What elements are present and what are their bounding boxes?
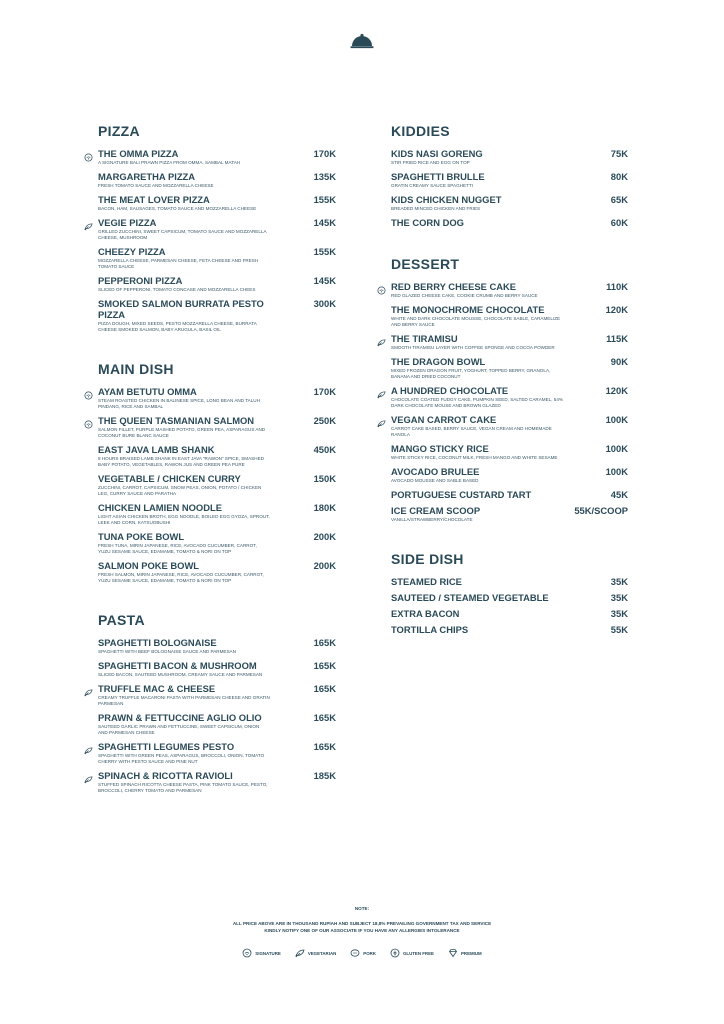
menu-item-name: STEAMED RICE bbox=[391, 576, 462, 587]
legend-item bbox=[295, 948, 336, 959]
menu-section-dessert bbox=[391, 255, 628, 523]
menu-item-price: 60K bbox=[610, 217, 628, 228]
menu-item-row bbox=[391, 304, 628, 315]
menu-section-pasta bbox=[98, 611, 336, 794]
menu-item bbox=[98, 246, 336, 270]
menu-item-row bbox=[98, 531, 336, 542]
section-title: PASTA bbox=[98, 612, 145, 628]
menu-item bbox=[98, 560, 336, 584]
menu-item bbox=[98, 770, 336, 794]
menu-item-price: 120K bbox=[605, 304, 628, 315]
note-allergy-line: KINDLY NOTIFY ONE OF OUR ASSOCIATE IF YOU HAVE ANY ALLERGIES INTOLERANCE bbox=[264, 928, 460, 933]
menu-section-main-dish bbox=[98, 360, 336, 584]
menu-item-price: 165K bbox=[313, 637, 336, 648]
menu-item-price: 55K bbox=[610, 624, 628, 635]
menu-item-price: 200K bbox=[313, 531, 336, 542]
menu-item bbox=[391, 333, 628, 351]
menu-item-description: RED GLAZED CHEESE CAKE, COOKIE CRUMB AND BERRY SAUCE bbox=[391, 293, 538, 298]
menu-item-description: ZUCCHINI, CARROT, CAPSICUM, SNOW PEAS, ONION, POTATO / CHICKEN LEG, CURRY SAUCE AND PARATHA bbox=[98, 485, 262, 496]
menu-item-row bbox=[98, 560, 336, 571]
vegetarian-icon bbox=[84, 684, 93, 693]
menu-item-name: SAUTEED / STEAMED VEGETABLE bbox=[391, 592, 549, 603]
legend-item bbox=[390, 948, 434, 959]
menu-item-description: SLICED BACON, SAUTEED MUSHROOM, CREAMY SAUCE AND PARMESAN bbox=[98, 672, 263, 677]
menu-item-price: 135K bbox=[313, 171, 336, 182]
menu-item bbox=[98, 444, 336, 468]
menu-item-description: STUFFED SPINACH RICOTTA CHEESE PASTA, PINK TOMATO SAUCE, PESTO, BROCCOLI, CHERRY TOMATO AND PARMESAN bbox=[98, 782, 268, 793]
menu-item bbox=[98, 217, 336, 241]
menu-item bbox=[98, 741, 336, 765]
menu-item-description: MIXED FROZEN DRAGON FRUIT, YOGHURT, TOPPED BERRY, GRANOLA, BANANA AND DRIED COCONUT bbox=[391, 368, 551, 379]
menu-item-row bbox=[98, 502, 336, 513]
menu-item-name: SALMON POKE BOWL bbox=[98, 560, 200, 571]
section-title: DESSERT bbox=[391, 256, 460, 272]
menu-item-row bbox=[391, 281, 628, 292]
menu-item-price: 80K bbox=[610, 171, 628, 182]
menu-item-row bbox=[98, 741, 336, 752]
menu-item-description: MOZZARELLA CHEESE, PARMESAN CHEESE, FETA CHEESE AND FRESH TOMATO SAUCE bbox=[98, 258, 259, 269]
menu-item-row bbox=[391, 576, 628, 587]
menu-item-description: SAUTEED GARLIC PRAWN AND FETTUCCINE, SWEET CAPSICUM, ONION AND PARMESAN CHEESE bbox=[98, 724, 260, 735]
menu-item-name: SPAGHETTI LEGUMES PESTO bbox=[98, 741, 235, 752]
menu-item-row bbox=[98, 386, 336, 397]
signature-icon bbox=[377, 282, 386, 291]
menu-item-name: SPAGHETTI BRULLE bbox=[391, 171, 485, 182]
menu-item bbox=[391, 356, 628, 380]
vegetarian-icon bbox=[377, 386, 386, 395]
menu-item-price: 100K bbox=[605, 443, 628, 454]
menu-item bbox=[391, 443, 628, 461]
menu-item-name: CHEEZY PIZZA bbox=[98, 246, 166, 257]
menu-item bbox=[98, 298, 336, 333]
menu-item-row bbox=[391, 505, 628, 516]
menu-item bbox=[98, 660, 336, 678]
menu-item-row bbox=[391, 466, 628, 477]
menu-item-name: VEGAN CARROT CAKE bbox=[391, 414, 497, 425]
pork-icon bbox=[350, 948, 360, 959]
menu-item-name: AYAM BETUTU OMMA bbox=[98, 386, 197, 397]
menu-item-price: 65K bbox=[610, 194, 628, 205]
menu-item-name: SMOKED SALMON BURRATA PESTO PIZZA bbox=[98, 298, 264, 320]
menu-item-description: 8 HOURS BRAISED LAMB SHANK IN EAST JAVA "RAWON" SPICE, SMASHED BABY POTATO, VEGETABLES, RAWON JUS AND GREEN PEA PURE bbox=[98, 456, 264, 467]
section-title: SIDE DISH bbox=[391, 551, 464, 567]
menu-item bbox=[98, 712, 336, 736]
menu-item-row bbox=[98, 683, 336, 694]
menu-item-name: SPAGHETTI BACON & MUSHROOM bbox=[98, 660, 257, 671]
section-gap bbox=[98, 589, 336, 611]
menu-item-row bbox=[98, 217, 336, 228]
legend-label: GLUTEN FREE bbox=[402, 951, 434, 956]
menu-section-side-dish bbox=[391, 550, 628, 635]
menu-item-name: MANGO STICKY RICE bbox=[391, 443, 489, 454]
menu-item-description: FRESH TUNA, MIRIN JAPANESE, RICE, AVOCADO CUCUMBER, CARROT, YUZU SESAME SAUCE, EDAMAME, TOMATO & NORI ON TOP bbox=[98, 543, 257, 554]
legend-label: VEGETARIAN bbox=[307, 951, 337, 956]
menu-item-row bbox=[98, 298, 336, 320]
menu-item-price: 35K bbox=[610, 608, 628, 619]
menu-section-kiddies bbox=[391, 122, 628, 228]
menu-item bbox=[391, 194, 628, 212]
menu-item-name: TUNA POKE BOWL bbox=[98, 531, 185, 542]
menu-item bbox=[98, 531, 336, 555]
section-gap bbox=[391, 233, 628, 255]
menu-item-price: 165K bbox=[313, 712, 336, 723]
menu-item-description: WHITE STICKY RICE, COCONUT MILK, FRESH MANGO AND WHITE SESAME bbox=[391, 455, 558, 460]
signature-icon bbox=[84, 387, 93, 396]
menu-item bbox=[98, 386, 336, 410]
menu-item-description: BREADED MINCED CHICKEN AND FRIES bbox=[391, 206, 481, 211]
menu-item-name: SPAGHETTI BOLOGNAISE bbox=[98, 637, 217, 648]
menu-item-name: EXTRA BACON bbox=[391, 608, 460, 619]
menu-item-price: 100K bbox=[605, 466, 628, 477]
menu-item-description: CARROT CAKE BASED, BERRY SAUCE, VEGAN CREAM AND HOMEMADE RANOLA bbox=[391, 426, 552, 437]
menu-item-row bbox=[391, 414, 628, 425]
menu-item-description: GRILLED ZUCCHINI, SWEET CAPSICUM, TOMATO SAUCE AND MOZZARELLA CHEESE, MUSHROOM bbox=[98, 229, 267, 240]
menu-item bbox=[391, 148, 628, 166]
menu-item-price: 200K bbox=[313, 560, 336, 571]
menu-item-name: THE OMMA PIZZA bbox=[98, 148, 179, 159]
menu-item-price: 300K bbox=[313, 298, 336, 309]
vegetarian-icon bbox=[84, 742, 93, 751]
vegetarian-icon bbox=[295, 948, 305, 959]
menu-item-row bbox=[391, 608, 628, 619]
menu-section-pizza bbox=[98, 122, 336, 333]
menu-item bbox=[98, 194, 336, 212]
menu-item-row bbox=[98, 148, 336, 159]
menu-item bbox=[391, 414, 628, 438]
menu-item-name: PORTUGUESE CUSTARD TART bbox=[391, 489, 532, 500]
menu-item-description: FRESH SALMON, MIRIN JAPANESE, RICE, AVOCADO CUCUMBER, CARROT, YUZU SESAME SAUCE, EDAMAME, TOMATO & NORI ON TOP bbox=[98, 572, 264, 583]
cloche-icon bbox=[350, 33, 374, 49]
menu-item bbox=[391, 592, 628, 603]
menu-item-name: THE QUEEN TASMANIAN SALMON bbox=[98, 415, 255, 426]
menu-item-price: 150K bbox=[313, 473, 336, 484]
menu-item-row bbox=[391, 171, 628, 182]
menu-item-name: SPINACH & RICOTTA RAVIOLI bbox=[98, 770, 233, 781]
menu-item-price: 110K bbox=[606, 281, 628, 292]
menu-item-price: 115K bbox=[606, 333, 628, 344]
menu-item bbox=[391, 466, 628, 484]
menu-item-name: THE DRAGON BOWL bbox=[391, 356, 486, 367]
gluten-free-icon bbox=[390, 948, 400, 959]
legend-label: SIGNATURE bbox=[255, 951, 281, 956]
menu-item bbox=[391, 624, 628, 635]
menu-item-description: STEAM ROASTED CHICKEN IN BALINESE SPICE, LONG BEAN AND TALUH PINDANG, RICE AND SAMBAL bbox=[98, 398, 260, 409]
premium-icon bbox=[448, 948, 458, 959]
menu-item-row bbox=[391, 356, 628, 367]
section-gap bbox=[98, 338, 336, 360]
menu-item-name: VEGETABLE / CHICKEN CURRY bbox=[98, 473, 241, 484]
menu-item-price: 155K bbox=[313, 246, 336, 257]
menu-item-price: 250K bbox=[313, 415, 336, 426]
menu-item-description: SLICED OF PEPPERONI, TOMATO CONCASE AND MOZZARELLA CHEES bbox=[98, 287, 256, 292]
menu-item-row bbox=[98, 770, 336, 781]
menu-item-row bbox=[98, 660, 336, 671]
vegetarian-icon bbox=[84, 771, 93, 780]
menu-item-price: 145K bbox=[313, 217, 336, 228]
menu-item-price: 145K bbox=[313, 275, 336, 286]
menu-item-row bbox=[98, 415, 336, 426]
menu-item-name: TRUFFLE MAC & CHEESE bbox=[98, 683, 216, 694]
menu-item-description: PIZZA DOUGH, MIXED SEEDS, PESTO MOZZARELLA CHEESE, BURRATA CHEESE SMOKED SALMON, BABY ARUGULA, BASIL OIL bbox=[98, 321, 257, 332]
menu-item-description: SALMON FILLET, PURPLE MASHED POTATO, GREEN PEA, ASPARAGUS AND COCONUT BURE BLANC SAUCE bbox=[98, 427, 266, 438]
menu-item-name: A HUNDRED CHOCOLATE bbox=[391, 385, 509, 396]
menu-item-price: 165K bbox=[313, 741, 336, 752]
menu-item bbox=[98, 171, 336, 189]
section-title: MAIN DISH bbox=[98, 361, 174, 377]
menu-item-name: PEPPERONI PIZZA bbox=[98, 275, 183, 286]
menu-item-row bbox=[391, 148, 628, 159]
menu-item-name: KIDS CHICKEN NUGGET bbox=[391, 194, 502, 205]
menu-item bbox=[391, 608, 628, 619]
menu-item-price: 35K bbox=[610, 592, 628, 603]
menu-item-name: THE CORN DOG bbox=[391, 217, 464, 228]
menu-item bbox=[391, 576, 628, 587]
menu-item bbox=[391, 505, 628, 523]
note-title: NOTE: bbox=[354, 906, 370, 911]
menu-item-description: CREAMY TRUFFLE MACARONI PASTA WITH PARMESAN CHEESE AND GRATIN PARMESAN bbox=[98, 695, 270, 706]
menu-item-row bbox=[391, 443, 628, 454]
menu-item-description: BACON, HAM, SAUSAGES, TOMATO SAUCE AND MOZZARELLA CHEESE bbox=[98, 206, 257, 211]
menu-item bbox=[98, 473, 336, 497]
menu-item bbox=[98, 683, 336, 707]
menu-item bbox=[98, 637, 336, 655]
left-menu-column bbox=[98, 122, 336, 799]
menu-item-description: CHOCOLATE COATED FUDGY CAKE, PUMPKIN SEED, SALTED CARAMEL, 54% DARK CHOCOLATE MOUSE AND BROWN GLAZED bbox=[391, 397, 563, 408]
signature-icon bbox=[242, 948, 252, 959]
menu-item-price: 75K bbox=[610, 148, 628, 159]
menu-item-description: LIGHT ASIAN CHICKEN BROTH, EGG NOODLE, BOILED EGG GYOZA, SPROUT, LEEK AND CORN, KATSUOBUSHI bbox=[98, 514, 270, 525]
menu-item-name: PRAWN & FETTUCCINE AGLIO OLIO bbox=[98, 712, 262, 723]
menu-item-description: VANILLA/STRAWBERRY/CHOCOLATE bbox=[391, 517, 473, 522]
menu-item-description: GRATIN CREAMY SAUCE SPAGHETTI bbox=[391, 183, 473, 188]
menu-item-price: 450K bbox=[313, 444, 336, 455]
menu-item-name: THE TIRAMISU bbox=[391, 333, 458, 344]
menu-item bbox=[98, 415, 336, 439]
menu-item-row bbox=[98, 637, 336, 648]
menu-item-name: THE MEAT LOVER PIZZA bbox=[98, 194, 210, 205]
menu-item-row bbox=[391, 624, 628, 635]
menu-item-row bbox=[98, 246, 336, 257]
menu-item-name: ICE CREAM SCOOP bbox=[391, 505, 481, 516]
menu-item-price: 185K bbox=[313, 770, 336, 781]
menu-item-description: AVOCADO MOUSSE AND SABLE BASED bbox=[391, 478, 479, 483]
menu-item-price: 55K/SCOOP bbox=[574, 505, 628, 516]
menu-item-description: SPAGHETTI WITH GREEN PEAS, ASPARAGUS, BROCCOLI, ONION, TOMATO CHERRY WITH PESTO SAUCE AND PINE NUT bbox=[98, 753, 265, 764]
menu-item bbox=[391, 171, 628, 189]
menu-item-price: 100K bbox=[605, 414, 628, 425]
section-gap bbox=[391, 528, 628, 550]
menu-item-price: 170K bbox=[313, 386, 336, 397]
menu-item-row bbox=[391, 333, 628, 344]
menu-item-description: A SIGNATURE BALI PRAWN PIZZA FROM OMMA, SAMBAL MATAH bbox=[98, 160, 241, 165]
legend-item bbox=[448, 948, 482, 959]
vegetarian-icon bbox=[377, 334, 386, 343]
vegetarian-icon bbox=[84, 218, 93, 227]
vegetarian-icon bbox=[377, 415, 386, 424]
legend bbox=[0, 948, 724, 959]
section-title: PIZZA bbox=[98, 123, 140, 139]
menu-item-price: 165K bbox=[313, 660, 336, 671]
signature-icon bbox=[84, 149, 93, 158]
menu-item-description: STIR FRIED RICE AND EGG ON TOP bbox=[391, 160, 470, 165]
menu-item-row bbox=[391, 592, 628, 603]
menu-item-name: CHICKEN LAMIEN NOODLE bbox=[98, 502, 222, 513]
menu-item-price: 170K bbox=[313, 148, 336, 159]
menu-item-description: WHITE AND DARK CHOCOLATE MOUSSE, CHOCOLATE SABLE, CARAMELIZE AND BERRY SAUCE bbox=[391, 316, 561, 327]
menu-item-name: THE MONOCHROME CHOCOLATE bbox=[391, 304, 545, 315]
legend-label: PORK bbox=[363, 951, 376, 956]
menu-item-row bbox=[98, 171, 336, 182]
legend-item bbox=[350, 948, 376, 959]
menu-item-price: 90K bbox=[610, 356, 628, 367]
menu-item-name: MARGARETHA PIZZA bbox=[98, 171, 196, 182]
menu-item-name: EAST JAVA LAMB SHANK bbox=[98, 444, 215, 455]
right-menu-column bbox=[391, 122, 628, 640]
menu-item bbox=[391, 304, 628, 328]
menu-item-row bbox=[98, 712, 336, 723]
menu-item-price: 165K bbox=[313, 683, 336, 694]
menu-item bbox=[391, 217, 628, 228]
menu-item-price: 180K bbox=[313, 502, 336, 513]
menu-item bbox=[98, 275, 336, 293]
legend-item bbox=[242, 948, 281, 959]
menu-item-name: AVOCADO BRULEE bbox=[391, 466, 480, 477]
menu-item bbox=[391, 281, 628, 299]
menu-item bbox=[391, 489, 628, 500]
menu-item-price: 120K bbox=[605, 385, 628, 396]
menu-item bbox=[391, 385, 628, 409]
menu-item-description: SPAGHETTI WITH BEEF BOLOGNAISE SAUCE AND PARMESAN bbox=[98, 649, 236, 654]
menu-item-description: SMOOTH TIRAMISU LAYER WITH COFFEE SPONGE AND COCOA POWDER bbox=[391, 345, 555, 350]
section-title: KIDDIES bbox=[391, 123, 450, 139]
menu-item bbox=[98, 148, 336, 166]
notes-block bbox=[0, 906, 724, 934]
menu-item-row bbox=[98, 275, 336, 286]
menu-item-row bbox=[98, 473, 336, 484]
menu-item-description: FRESH TOMATO SAUCE AND MOZZARELLA CHEESE bbox=[98, 183, 214, 188]
menu-item-row bbox=[391, 217, 628, 228]
menu-item-row bbox=[98, 194, 336, 205]
menu-item-price: 35K bbox=[610, 576, 628, 587]
menu-item-row bbox=[98, 444, 336, 455]
menu-item-price: 155K bbox=[313, 194, 336, 205]
menu-item-name: TORTILLA CHIPS bbox=[391, 624, 469, 635]
legend-label: PREMIUM bbox=[460, 951, 482, 956]
menu-item-row bbox=[391, 385, 628, 396]
note-tax-line: ALL PRICE ABOVE ARE IN THOUSAND RUPIAH AND SUBJECT 18,8% PREVAILING GOVERNMENT TAX AND SERVICE bbox=[232, 921, 492, 926]
menu-item-name: KIDS NASI GORENG bbox=[391, 148, 483, 159]
menu-item-row bbox=[391, 489, 628, 500]
menu-item-price: 45K bbox=[610, 489, 628, 500]
menu-item bbox=[98, 502, 336, 526]
signature-icon bbox=[84, 416, 93, 425]
menu-item-name: VEGIE PIZZA bbox=[98, 217, 157, 228]
menu-item-name: RED BERRY CHEESE CAKE bbox=[391, 281, 517, 292]
menu-item-row bbox=[391, 194, 628, 205]
